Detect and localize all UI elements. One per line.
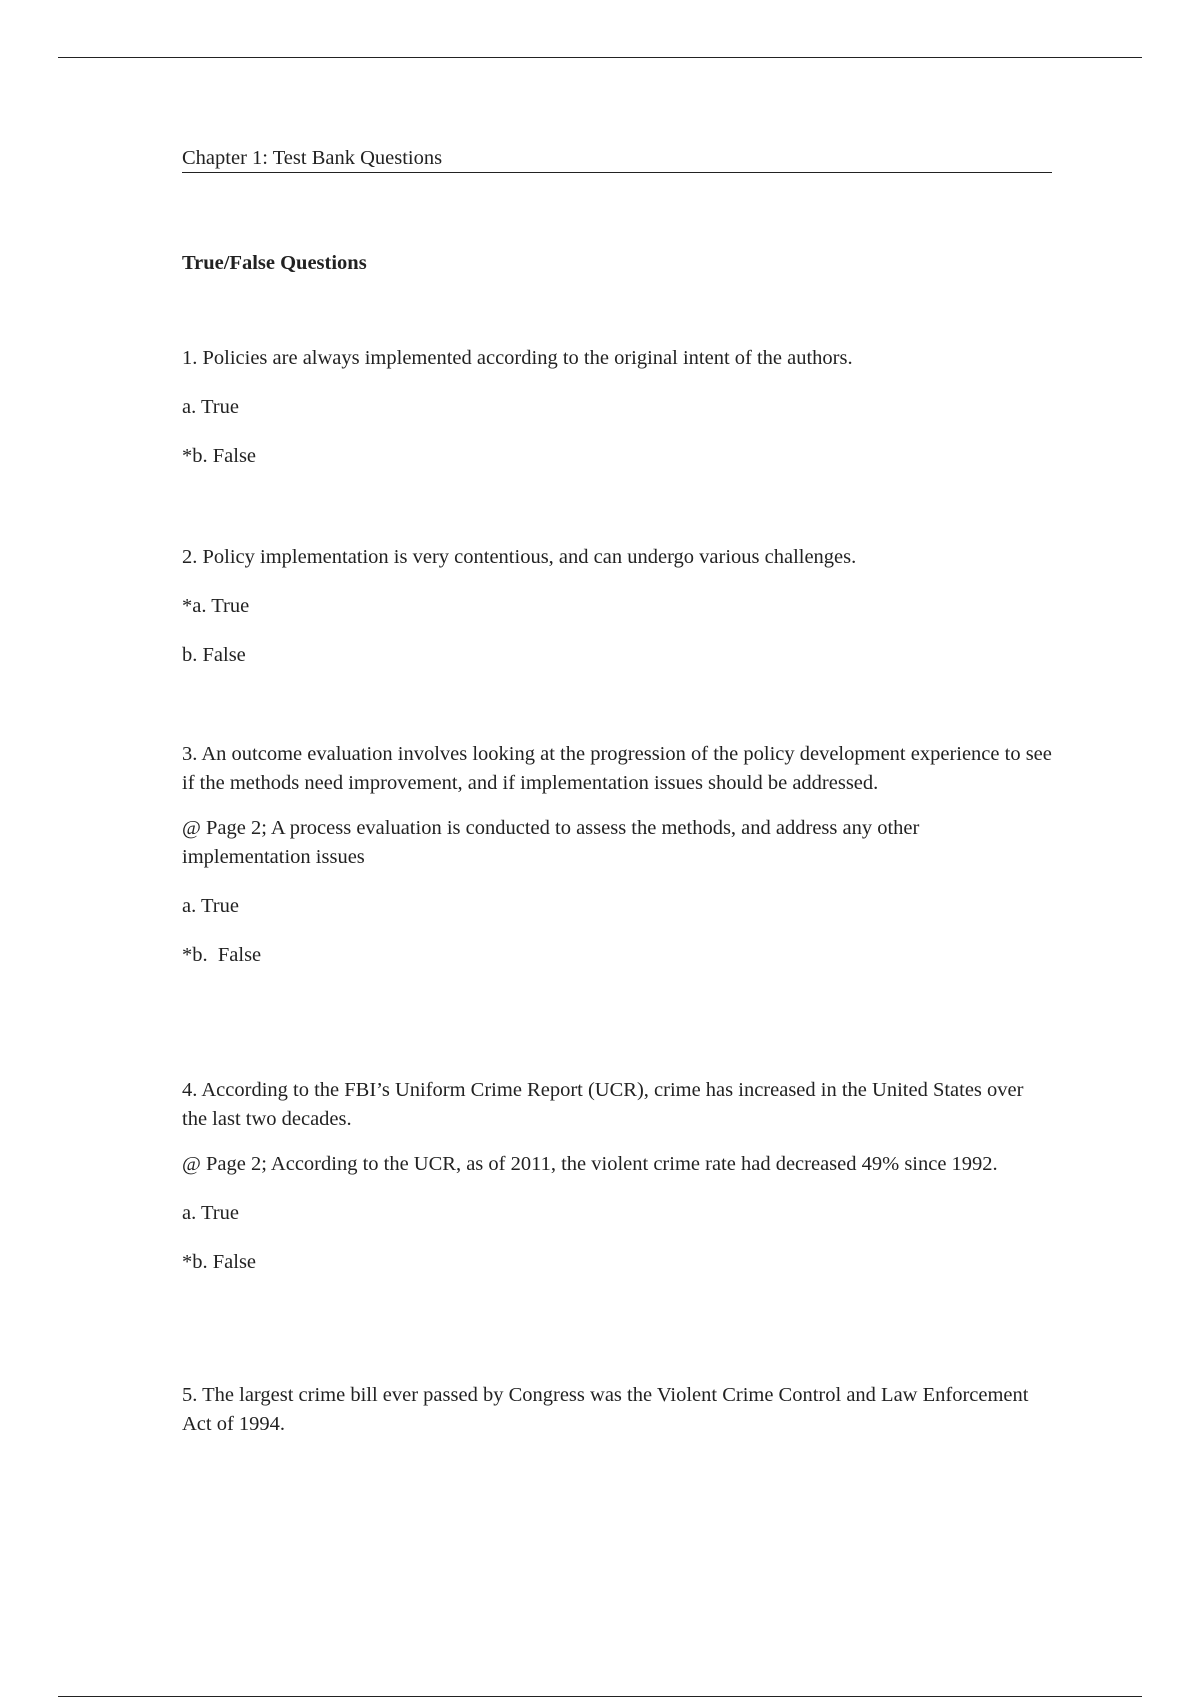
question-4-option-a: a. True xyxy=(182,1202,239,1224)
question-2-option-a: *a. True xyxy=(182,595,250,617)
question-2-option-b: b. False xyxy=(182,644,246,666)
page-bottom-rule xyxy=(58,1696,1142,1697)
question-2 xyxy=(182,543,1052,670)
question-4-note: @ Page 2; According to the UCR, as of 2011, the violent crime rate had decreased 49% since 1992. xyxy=(182,1153,998,1175)
question-3-text: 3. An outcome evaluation involves looking at the progression of the policy development experience to see if the methods need improvement, and if implementation issues should be addressed. xyxy=(182,743,1052,794)
question-1 xyxy=(182,344,1052,471)
question-2-text: 2. Policy implementation is very contentious, and can undergo various challenges. xyxy=(182,546,857,568)
question-1-option-a: a. True xyxy=(182,396,239,418)
chapter-header: Chapter 1: Test Bank Questions xyxy=(182,146,1052,173)
question-5 xyxy=(182,1381,1052,1439)
question-4 xyxy=(182,1076,1052,1277)
page-top-rule xyxy=(58,57,1142,58)
question-1-text: 1. Policies are always implemented according to the original intent of the authors. xyxy=(182,347,853,369)
question-4-text: 4. According to the FBI’s Uniform Crime Report (UCR), crime has increased in the United States over the last two decades. xyxy=(182,1079,1024,1130)
question-4-option-b: *b. False xyxy=(182,1251,257,1273)
question-3-option-b: *b. False xyxy=(182,944,262,966)
question-3-note: @ Page 2; A process evaluation is conducted to assess the methods, and address any other implementation issues xyxy=(182,817,920,868)
question-5-text: 5. The largest crime bill ever passed by Congress was the Violent Crime Control and Law Enforcement Act of 1994. xyxy=(182,1384,1029,1435)
section-heading: True/False Questions xyxy=(182,252,367,274)
question-3 xyxy=(182,740,1052,970)
question-1-option-b: *b. False xyxy=(182,445,257,467)
question-3-option-a: a. True xyxy=(182,895,239,917)
